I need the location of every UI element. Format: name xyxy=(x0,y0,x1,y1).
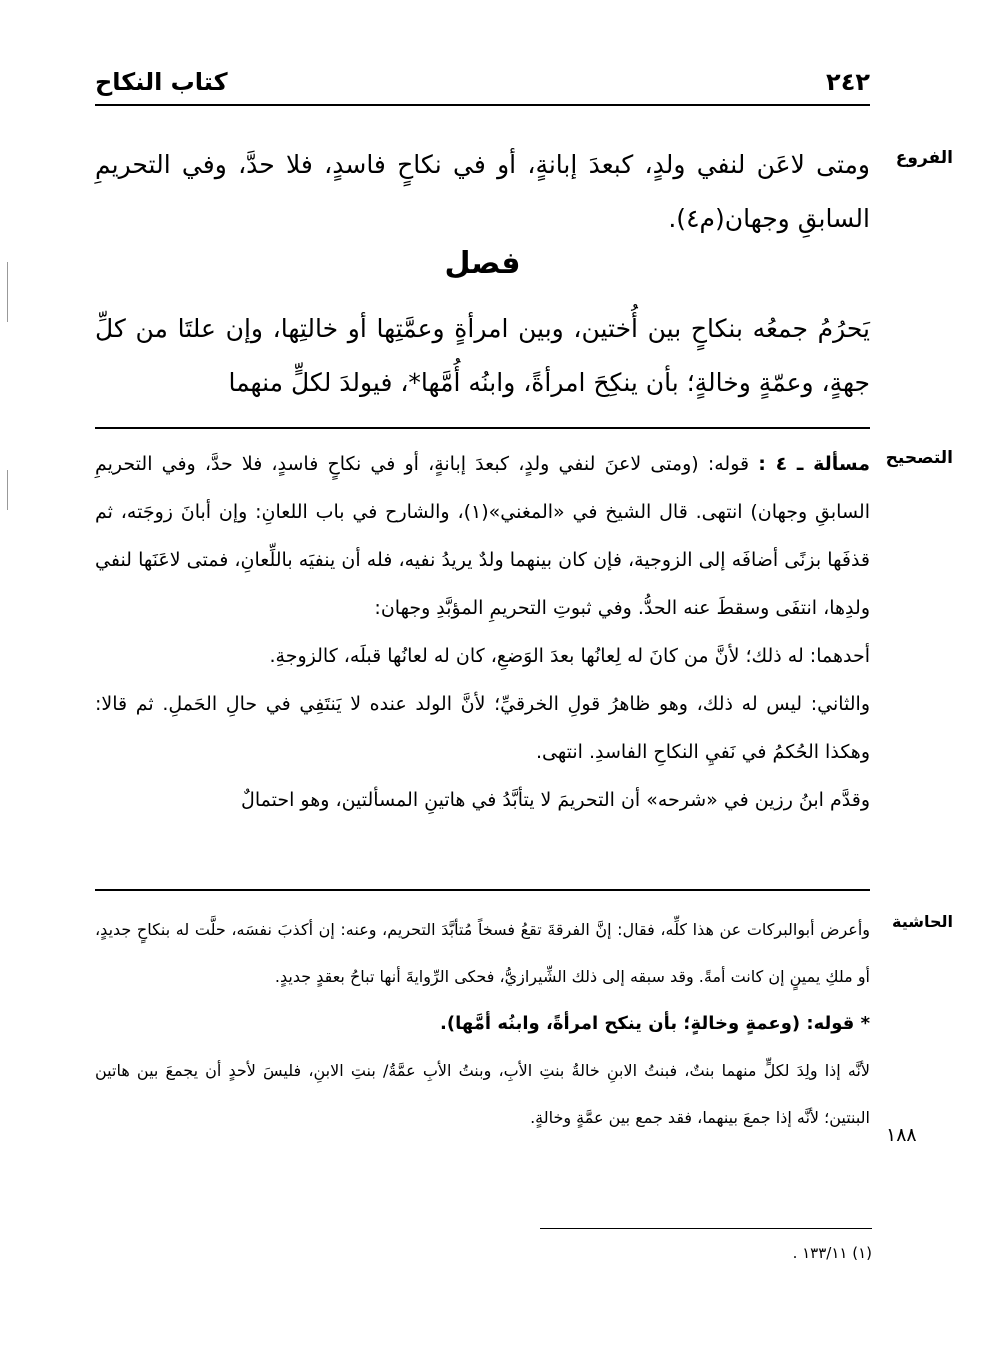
hashiya-qawluh: * قوله: (وعمةٍ وخالةٍ؛ بأن ينكح امرأةً، وابنُه أمَّها). xyxy=(440,1013,870,1034)
side-label-furu: الفروع xyxy=(895,148,953,168)
header-rule xyxy=(95,104,870,106)
tashih-section xyxy=(95,440,870,824)
page-number: ٢٤٢ xyxy=(826,68,870,96)
fasl-heading: فصل xyxy=(444,246,521,281)
masala-label: مسألة ـ ٤ : xyxy=(758,453,871,475)
furu-paragraph-1: ومتى لاعَن لنفي ولدٍ، كبعدَ إبانةٍ، أو في نكاحٍ فاسدٍ، فلا حدَّ، وفي التحريمِ السابقِ وجهان(م٤). xyxy=(95,150,870,233)
furu-paragraph-2: يَحرُمُ جمعُه بنكاحٍ بين أُختين، وبين امرأةٍ وعمَّتِها أو خالتِها، وإن علتَا من كلِّ جهةٍ، وعمّةٍ وخالةٍ؛ بأن ينكِحَ امرأةً، وابنُه أُمَّها*، فيولدَ لكلٍّ منهما xyxy=(95,314,870,397)
tashih-paragraph-3: والثاني: ليس له ذلك، وهو ظاهرُ قولِ الخرقيِّ؛ لأنَّ الولد عنده لا يَنتَفِي في حالِ الحَملِ. ثم قالا: وهكذا الحُكمُ في نَفيِ النكاحِ الفاسدِ. انتهى. xyxy=(95,693,870,763)
marginal-reference-number: ١٨٨ xyxy=(886,1124,917,1146)
hashiya-section xyxy=(95,906,870,1141)
book-title: كتاب النكاح xyxy=(95,68,228,96)
hashiya-paragraph-1: وأعرض أبوالبركات عن هذا كلِّه، فقال: إنَّ الفرقةَ تقعُ فسخاً مُتأبَّدَ التحريم، وعنه: إن أكذبَ نفسَه، حلَّت له بنكاحٍ جديدٍ، أو ملكِ يمينٍ إن كانت أمةً. وقد سبقه إلى ذلك الشِّيرازيُّ، فحكى الرِّوايةَ أنها تباحُ بعقدٍ جديدٍ. xyxy=(95,920,870,986)
side-label-tashih: التصحيح xyxy=(885,448,953,468)
page-header xyxy=(95,60,870,104)
side-label-hashiya: الحاشية xyxy=(892,912,953,931)
hashiya-paragraph-2: لأنَّه إذا ولِدَ لكلٍّ منهما بنتٌ، فبنتُ الابنِ خالةُ بنتِ الأبِ، وبنتُ الأبِ عمَّةُ/ بنتِ الابنِ، فليسَ لأحدٍ أن يجمعَ بين هاتين البنتين؛ لأنَّه إذا جمعَ بينهما، فقد جمع بين عمَّةٍ وخالةٍ. xyxy=(95,1061,870,1127)
scan-mark xyxy=(7,262,8,322)
tashih-paragraph-2: أحدهما: له ذلك؛ لأنَّ من كانَ له لِعانُها بعدَ الوَضعِ، كان له لعانُها قبلَه، كالزوجةِ. xyxy=(269,645,870,667)
section-divider xyxy=(95,889,870,891)
tashih-paragraph-1: مسألة ـ ٤ : قوله: (ومتى لاعنَ لنفي ولدٍ، كبعدَ إبانةٍ، أو في نكاحٍ فاسدٍ، فلا حدَّ، وفي التحريمِ السابقِ وجهان) انتهى. قال الشيخ في «المغني»(١)، والشارح في باب اللعانِ: وإن أبانَ زوجَته، ثم قذفَها بزنًى أضافَه إلى الزوجية، فإن كان بينهما ولدٌ يريدُ نفيه، فله أن ينفيَه باللِّعانِ، فمتى لاعَنَها لنفي ولدِها، انتفَى وسقطَ عنه الحدُّ. وفي ثبوتِ التحريمِ المؤبَّدِ وجهان: xyxy=(95,453,871,619)
furu-section-2 xyxy=(95,302,870,410)
section-divider xyxy=(95,427,870,429)
footnote-rule xyxy=(540,1228,872,1229)
scan-mark xyxy=(7,470,8,510)
footnote: (١) ١٣٣/١١ . xyxy=(792,1244,872,1262)
furu-section xyxy=(95,138,870,246)
tashih-paragraph-4: وقدَّم ابنُ رزين في «شرحه» أن التحريمَ لا يتأبَّدُ في هاتينِ المسألتين، وهو احتمالٌ xyxy=(241,789,870,811)
